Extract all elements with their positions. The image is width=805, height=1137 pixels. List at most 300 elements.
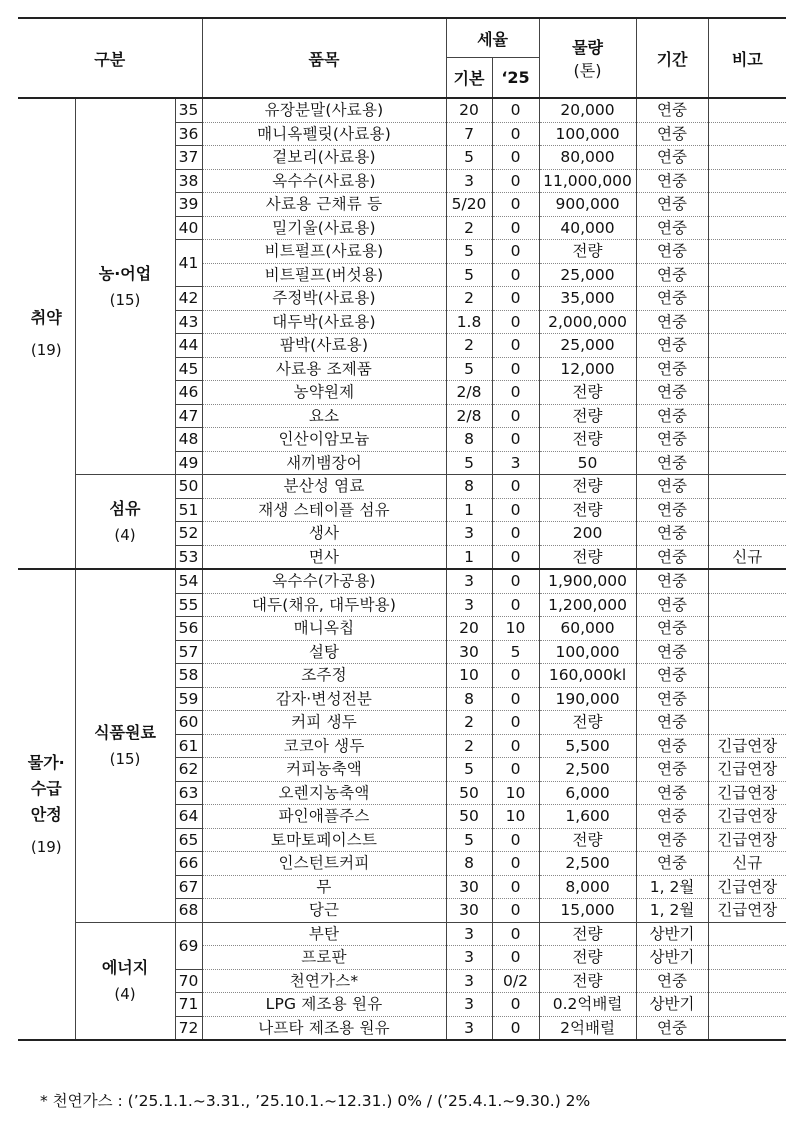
row-tax-25: 0 [492,357,539,381]
row-period: 연중 [636,216,708,240]
row-period: 연중 [636,569,708,593]
row-note [708,146,786,170]
header-note: 비고 [708,18,786,98]
footnote: * 천연가스 : (’25.1.1.~3.31., ’25.10.1.~12.31.) 0% / (’25.4.1.~9.30.) 2% [40,1092,591,1110]
row-number: 38 [175,169,202,193]
row-qty: 15,000 [539,899,636,923]
row-period: 연중 [636,122,708,146]
row-qty: 전량 [539,381,636,405]
row-tax-base: 5/20 [446,193,492,217]
row-period: 1, 2월 [636,899,708,923]
row-item: 면사 [202,545,446,569]
row-tax-25: 0 [492,852,539,876]
row-number: 59 [175,687,202,711]
row-tax-base: 3 [446,969,492,993]
row-tax-25: 0 [492,993,539,1017]
row-tax-base: 5 [446,828,492,852]
row-tax-25: 10 [492,781,539,805]
row-number: 40 [175,216,202,240]
row-tax-25: 0 [492,522,539,546]
row-note [708,687,786,711]
row-period: 연중 [636,687,708,711]
row-tax-25: 0 [492,98,539,122]
row-item: 생사 [202,522,446,546]
group-name: 에너지 [101,957,149,977]
row-number: 62 [175,758,202,782]
row-note [708,404,786,428]
row-number: 46 [175,381,202,405]
row-tax-25: 0 [492,545,539,569]
row-tax-base: 5 [446,263,492,287]
row-qty: 전량 [539,711,636,735]
row-number: 43 [175,310,202,334]
row-note [708,122,786,146]
row-qty: 25,000 [539,334,636,358]
row-tax-25: 0 [492,428,539,452]
row-item: 무 [202,875,446,899]
row-tax-25: 0 [492,310,539,334]
group-name: 섬유 [109,498,141,518]
row-note [708,357,786,381]
row-note [708,993,786,1017]
row-tax-25: 0 [492,758,539,782]
row-tax-base: 5 [446,146,492,170]
row-tax-base: 1 [446,498,492,522]
row-tax-25: 0 [492,381,539,405]
row-tax-base: 20 [446,617,492,641]
section-count: (19) [30,340,62,359]
row-item: 팜박(사료용) [202,334,446,358]
row-note: 신규 [708,545,786,569]
row-note: 신규 [708,852,786,876]
row-tax-25: 0 [492,687,539,711]
row-tax-25: 0 [492,475,539,499]
row-note [708,193,786,217]
table-row [18,98,786,122]
row-qty: 20,000 [539,98,636,122]
row-item: 나프타 제조용 원유 [202,1016,446,1040]
row-note [708,522,786,546]
row-tax-base: 2 [446,734,492,758]
row-qty: 50 [539,451,636,475]
section-name: 취약 [30,307,62,327]
row-item: 부탄 [202,922,446,946]
row-tax-base: 3 [446,169,492,193]
row-period: 연중 [636,287,708,311]
row-tax-base: 5 [446,240,492,264]
row-item: 비트펄프(버섯용) [202,263,446,287]
row-number: 45 [175,357,202,381]
row-note [708,381,786,405]
row-note [708,475,786,499]
section-count: (19) [30,837,62,856]
row-qty: 5,500 [539,734,636,758]
row-number: 65 [175,828,202,852]
row-item: 천연가스* [202,969,446,993]
row-tax-base: 50 [446,781,492,805]
row-item: 인산이암모늄 [202,428,446,452]
row-tax-base: 2 [446,287,492,311]
row-note [708,428,786,452]
row-item: 코코아 생두 [202,734,446,758]
row-item: 파인애플주스 [202,805,446,829]
row-period: 연중 [636,428,708,452]
row-tax-base: 3 [446,593,492,617]
row-number: 39 [175,193,202,217]
row-tax-25: 0 [492,193,539,217]
row-qty: 전량 [539,828,636,852]
row-period: 연중 [636,98,708,122]
section-label [18,569,75,1040]
header-tax: 세율 [446,18,539,58]
row-number: 67 [175,875,202,899]
row-qty: 전량 [539,922,636,946]
row-item: 새끼뱀장어 [202,451,446,475]
row-qty: 전량 [539,545,636,569]
row-qty: 200 [539,522,636,546]
row-item: 조주정 [202,664,446,688]
row-tax-base: 5 [446,357,492,381]
row-qty: 25,000 [539,263,636,287]
row-period: 연중 [636,969,708,993]
row-tax-base: 2 [446,216,492,240]
section-name: 물가· 수급 안정 [27,752,65,824]
row-period: 연중 [636,617,708,641]
row-period: 상반기 [636,946,708,970]
row-note [708,1016,786,1040]
row-number: 69 [175,922,202,969]
row-tax-base: 30 [446,899,492,923]
row-note [708,216,786,240]
row-number: 60 [175,711,202,735]
row-qty: 전량 [539,969,636,993]
row-period: 연중 [636,475,708,499]
row-note [708,263,786,287]
row-period: 연중 [636,711,708,735]
row-item: 요소 [202,404,446,428]
row-note [708,451,786,475]
row-qty: 80,000 [539,146,636,170]
row-item: 밀기울(사료용) [202,216,446,240]
row-qty: 900,000 [539,193,636,217]
row-tax-base: 3 [446,569,492,593]
row-tax-25: 0 [492,216,539,240]
row-note: 긴급연장 [708,899,786,923]
row-period: 연중 [636,451,708,475]
row-number: 56 [175,617,202,641]
row-number: 55 [175,593,202,617]
row-number: 37 [175,146,202,170]
row-qty: 100,000 [539,122,636,146]
row-number: 70 [175,969,202,993]
row-tax-25: 0 [492,664,539,688]
row-qty: 160,000kl [539,664,636,688]
row-period: 연중 [636,828,708,852]
row-item: 매니옥펠릿(사료용) [202,122,446,146]
row-item: 유장분말(사료용) [202,98,446,122]
row-tax-25: 0 [492,922,539,946]
row-qty: 전량 [539,498,636,522]
row-tax-base: 30 [446,875,492,899]
row-period: 연중 [636,781,708,805]
row-tax-25: 0 [492,946,539,970]
row-qty: 전량 [539,240,636,264]
row-item: 옥수수(가공용) [202,569,446,593]
group-label [75,569,175,922]
row-tax-25: 0 [492,240,539,264]
row-tax-base: 3 [446,522,492,546]
row-tax-25: 0 [492,146,539,170]
row-qty: 1,900,000 [539,569,636,593]
row-tax-base: 2 [446,711,492,735]
row-tax-25: 0 [492,593,539,617]
row-tax-base: 20 [446,98,492,122]
row-number: 50 [175,475,202,499]
row-item: 대두(채유, 대두박용) [202,593,446,617]
row-tax-base: 3 [446,922,492,946]
row-period: 연중 [636,1016,708,1040]
row-item: 대두박(사료용) [202,310,446,334]
row-period: 연중 [636,522,708,546]
row-period: 연중 [636,334,708,358]
row-note [708,310,786,334]
row-tax-25: 10 [492,805,539,829]
row-note: 긴급연장 [708,758,786,782]
row-number: 66 [175,852,202,876]
row-item: 매니옥칩 [202,617,446,641]
row-note [708,569,786,593]
row-note [708,922,786,946]
row-number: 41 [175,240,202,287]
row-number: 44 [175,334,202,358]
row-tax-base: 5 [446,758,492,782]
row-period: 연중 [636,640,708,664]
row-number: 64 [175,805,202,829]
row-qty: 190,000 [539,687,636,711]
row-item: 오렌지농축액 [202,781,446,805]
header-category: 구분 [18,18,202,98]
group-count: (4) [114,984,136,1003]
row-tax-base: 2/8 [446,404,492,428]
row-number: 68 [175,899,202,923]
row-period: 연중 [636,357,708,381]
row-note: 긴급연장 [708,828,786,852]
row-note [708,169,786,193]
row-tax-base: 2 [446,334,492,358]
row-tax-base: 8 [446,687,492,711]
row-item: 주정박(사료용) [202,287,446,311]
row-note [708,498,786,522]
row-item: 당근 [202,899,446,923]
row-number: 48 [175,428,202,452]
group-label [75,98,175,475]
row-qty: 12,000 [539,357,636,381]
row-qty: 1,200,000 [539,593,636,617]
row-note [708,593,786,617]
row-number: 63 [175,781,202,805]
row-period: 연중 [636,193,708,217]
row-item: 분산성 염료 [202,475,446,499]
row-qty: 40,000 [539,216,636,240]
row-tax-25: 0/2 [492,969,539,993]
row-tax-25: 0 [492,875,539,899]
row-number: 58 [175,664,202,688]
row-note [708,334,786,358]
row-tax-25: 0 [492,334,539,358]
group-count: (15) [109,749,141,768]
tariff-quota-table [18,17,786,1041]
row-tax-25: 0 [492,287,539,311]
header-period: 기간 [636,18,708,98]
row-number: 47 [175,404,202,428]
row-item: 커피농축액 [202,758,446,782]
row-qty: 2,500 [539,758,636,782]
row-number: 51 [175,498,202,522]
row-qty: 60,000 [539,617,636,641]
row-tax-25: 0 [492,169,539,193]
row-period: 연중 [636,240,708,264]
row-period: 상반기 [636,922,708,946]
row-tax-base: 10 [446,664,492,688]
group-label [75,475,175,570]
group-name: 식품원료 [94,722,156,742]
group-count: (4) [114,525,136,544]
row-qty: 2,500 [539,852,636,876]
group-name: 농·어업 [98,263,152,283]
row-period: 연중 [636,852,708,876]
row-number: 52 [175,522,202,546]
row-qty: 전량 [539,404,636,428]
row-tax-25: 3 [492,451,539,475]
section-label [18,98,75,569]
row-note [708,617,786,641]
table-row [18,475,786,499]
row-item: 옥수수(사료용) [202,169,446,193]
row-note: 긴급연장 [708,805,786,829]
table-row [18,922,786,946]
row-qty: 1,600 [539,805,636,829]
row-note: 긴급연장 [708,781,786,805]
row-item: 인스턴트커피 [202,852,446,876]
row-tax-25: 0 [492,498,539,522]
row-number: 57 [175,640,202,664]
row-note [708,240,786,264]
row-number: 61 [175,734,202,758]
row-qty: 0.2억배럴 [539,993,636,1017]
row-item: 비트펄프(사료용) [202,240,446,264]
row-tax-base: 8 [446,852,492,876]
row-item: 겉보리(사료용) [202,146,446,170]
row-period: 연중 [636,734,708,758]
header-qty-unit: (톤) [573,61,602,80]
row-item: 사료용 조제품 [202,357,446,381]
row-note [708,711,786,735]
header-qty-label: 물량 [572,38,603,57]
table-body [18,98,786,1040]
row-note [708,969,786,993]
row-number: 42 [175,287,202,311]
row-tax-25: 0 [492,122,539,146]
row-number: 49 [175,451,202,475]
group-label [75,922,175,1040]
row-tax-base: 1 [446,545,492,569]
row-number: 36 [175,122,202,146]
header-tax-25: ‘25 [492,58,539,99]
row-note [708,640,786,664]
row-period: 상반기 [636,993,708,1017]
row-tax-base: 3 [446,1016,492,1040]
row-tax-25: 0 [492,404,539,428]
row-qty: 35,000 [539,287,636,311]
row-tax-base: 3 [446,993,492,1017]
row-note [708,287,786,311]
row-qty: 2,000,000 [539,310,636,334]
row-tax-base: 50 [446,805,492,829]
row-item: 토마토페이스트 [202,828,446,852]
group-count: (15) [109,290,141,309]
row-period: 연중 [636,404,708,428]
row-note [708,946,786,970]
row-qty: 전량 [539,428,636,452]
row-item: 설탕 [202,640,446,664]
row-tax-base: 3 [446,946,492,970]
row-tax-base: 30 [446,640,492,664]
row-number: 71 [175,993,202,1017]
row-period: 연중 [636,758,708,782]
row-item: 감자·변성전분 [202,687,446,711]
row-note [708,664,786,688]
row-note: 긴급연장 [708,875,786,899]
header-item: 품목 [202,18,446,98]
row-tax-base: 2/8 [446,381,492,405]
row-item: 커피 생두 [202,711,446,735]
row-tax-25: 0 [492,711,539,735]
row-tax-25: 0 [492,1016,539,1040]
row-tax-base: 8 [446,475,492,499]
row-note [708,98,786,122]
row-period: 연중 [636,593,708,617]
row-item: LPG 제조용 원유 [202,993,446,1017]
row-tax-25: 0 [492,734,539,758]
row-tax-base: 7 [446,122,492,146]
row-note: 긴급연장 [708,734,786,758]
row-number: 53 [175,545,202,569]
row-number: 54 [175,569,202,593]
row-item: 농약원제 [202,381,446,405]
row-period: 연중 [636,545,708,569]
row-item: 프로판 [202,946,446,970]
row-tax-25: 0 [492,263,539,287]
row-period: 1, 2월 [636,875,708,899]
row-qty: 11,000,000 [539,169,636,193]
row-period: 연중 [636,498,708,522]
row-tax-base: 5 [446,451,492,475]
row-number: 35 [175,98,202,122]
row-tax-25: 0 [492,899,539,923]
row-qty: 전량 [539,475,636,499]
row-tax-25: 0 [492,569,539,593]
row-qty: 100,000 [539,640,636,664]
row-item: 재생 스테이플 섬유 [202,498,446,522]
row-period: 연중 [636,169,708,193]
row-qty: 전량 [539,946,636,970]
row-number: 72 [175,1016,202,1040]
row-qty: 2억배럴 [539,1016,636,1040]
row-period: 연중 [636,381,708,405]
row-tax-25: 5 [492,640,539,664]
row-period: 연중 [636,263,708,287]
table-row [18,569,786,593]
